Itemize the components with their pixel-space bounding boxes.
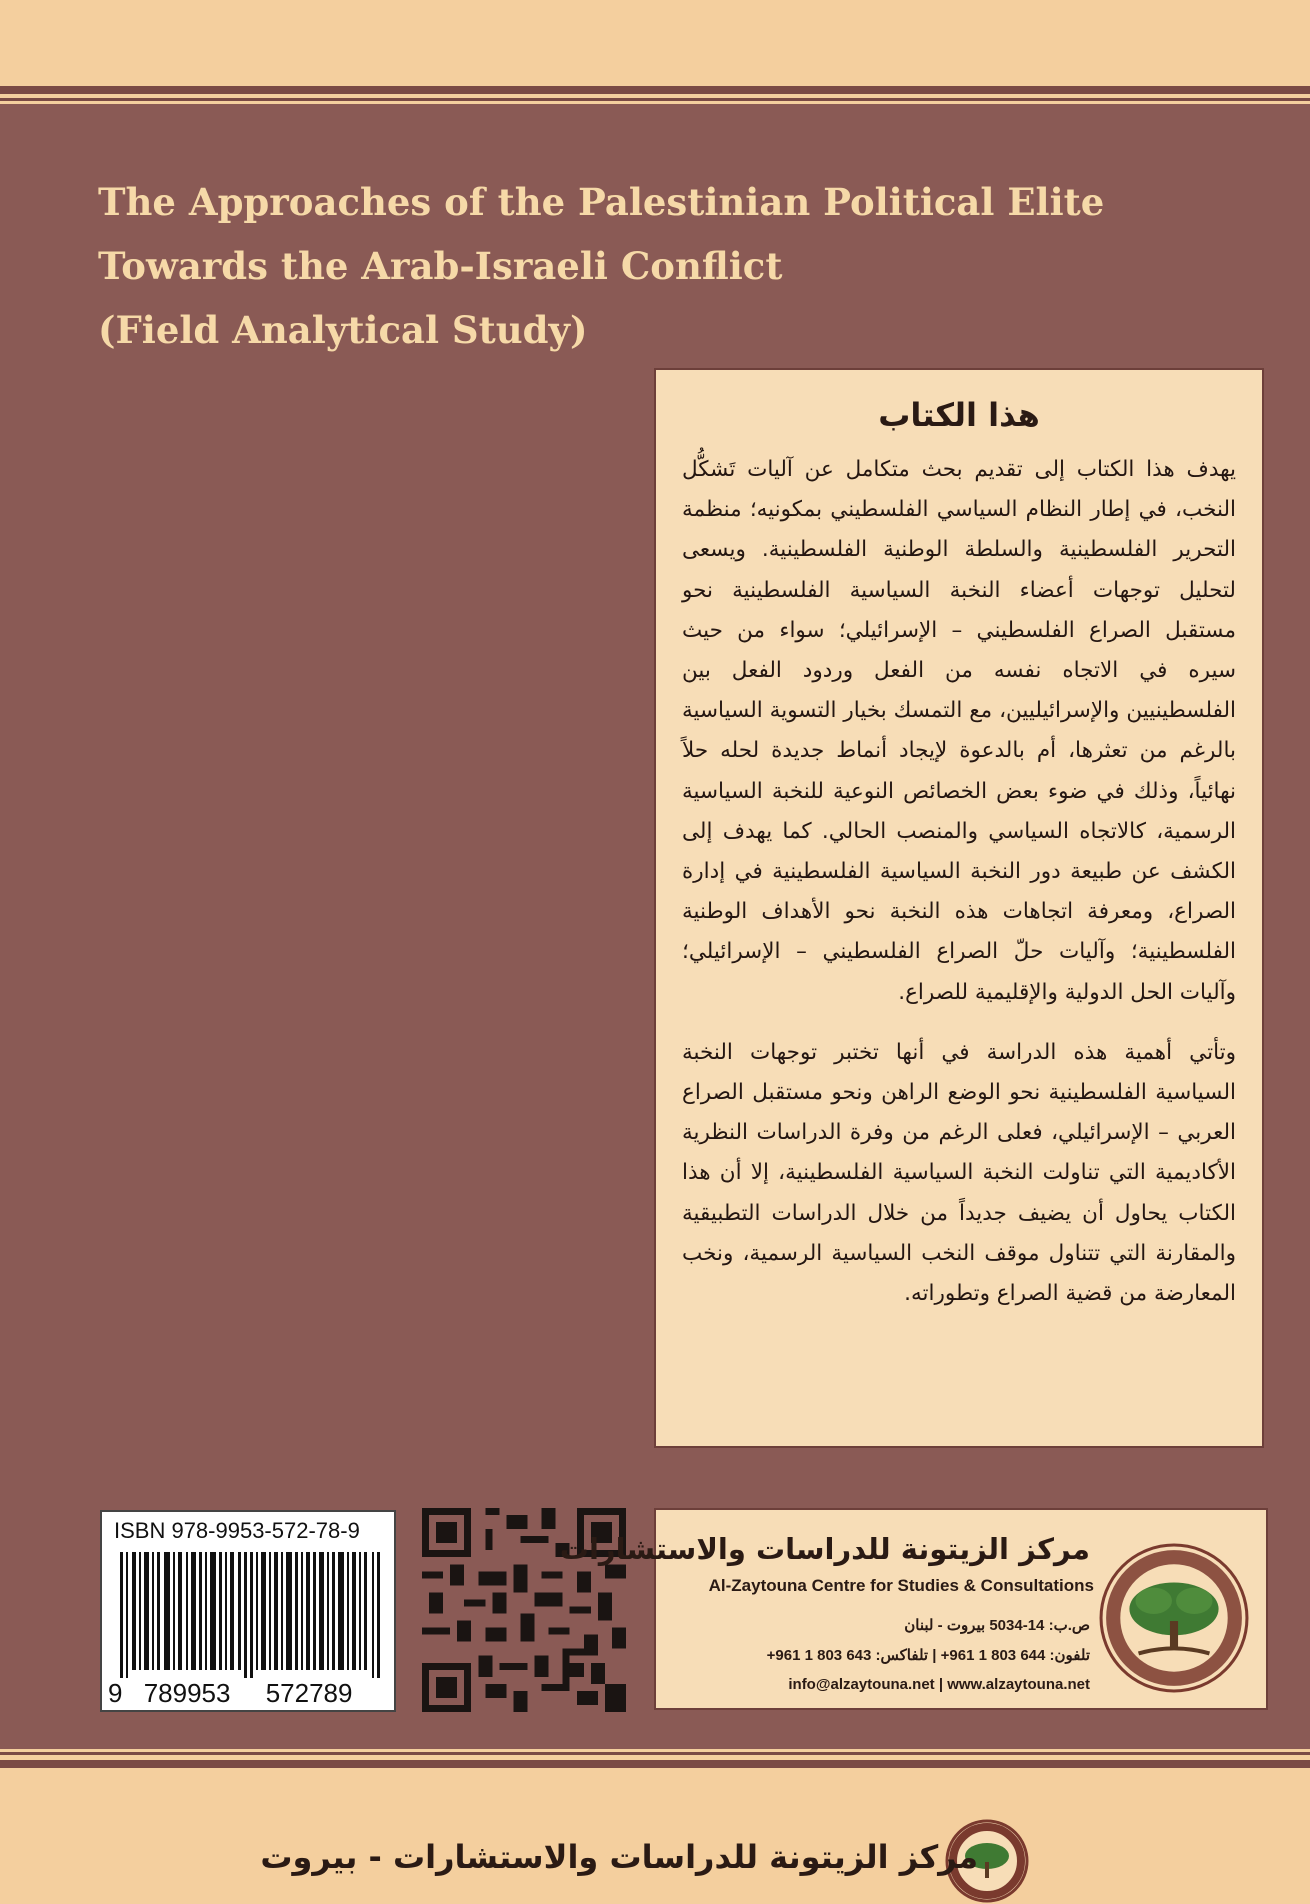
olive-tree-logo — [1098, 1542, 1250, 1694]
book-title — [98, 170, 1198, 362]
bottom-stripe — [0, 1760, 1310, 1768]
top-stripe — [0, 86, 1310, 94]
publisher-box — [559, 1508, 1268, 1710]
title-line-3: (Field Analytical Study) — [98, 308, 588, 352]
barcode-number — [108, 1678, 390, 1709]
about-book-box — [654, 368, 1264, 1448]
about-paragraph-2: وتأتي أهمية هذه الدراسة في أنها تختبر توجهات النخبة السياسية الفلسطينية نحو الوضع الراهن ونحو مستقبل الصراع العربي – الإسرائيلي، فعلى الرغم من وفرة الدراسات النظرية الأكاديمية التي تناولت النخبة السياسية الفلسطينية، إلا أن هذا الكتاب يحاول أن يضيف جديداً من خلال الدراسات التطبيقية والمقارنة التي تتناول موقف النخب السياسية الرسمية، ونخب المعارضة من قضية الصراع وتطوراته. — [682, 1039, 1236, 1307]
top-stripe-thin — [0, 98, 1310, 101]
publisher-name-en: Al-Zaytouna Centre for Studies & Consultations — [708, 1576, 1094, 1595]
publisher-name-ar: مركز الزيتونة للدراسات والاستشارات — [559, 1532, 1090, 1566]
isbn-label: ISBN 978-9953-572-78-9 — [114, 1518, 360, 1543]
about-heading: هذا الكتاب — [878, 396, 1040, 434]
barcode-number-left: 9 — [108, 1678, 123, 1708]
publisher-web: info@alzaytouna.net | www.alzaytouna.net — [788, 1676, 1090, 1693]
about-paragraph-1: يهدف هذا الكتاب إلى تقديم بحث متكامل عن آليات تَشكُّل النخب، في إطار النظام السياسي الفلسطيني بمكونيه؛ منظمة التحرير الفلسطينية والسلطة الوطنية الفلسطينية. ويسعى لتحليل توجهات أعضاء النخبة السياسية الفلسطينية نحو مستقبل الصراع الفلسطيني – الإسرائيلي؛ سواء من حيث سيره في الاتجاه نفسه من الفعل وردود الفعل بين الفلسطينيين والإسرائيليين، مع التمسك بخيار التسوية السياسية بالرغم من تعثرها، أم بالدعوة لإيجاد أنماط جديدة لحله حلاً نهائياً، وذلك في ضوء بعض الخصائص النوعية للنخبة السياسية الرسمية، كالاتجاه السياسي والمنصب الحالي. كما يهدف إلى الكشف عن طبيعة دور النخبة السياسية الفلسطينية في إدارة الصراع، ومعرفة اتجاهات هذه النخبة نحو الأهداف الوطنية الفلسطينية؛ وآليات حلّ الصراع الفلسطيني – الإسرائيلي؛ وآليات الحل الدولية والإقليمية للصراع. — [682, 457, 1236, 1005]
bottom-stripe-thin — [0, 1752, 1310, 1755]
barcode-number-mid: 789953 — [143, 1678, 231, 1708]
title-line-1: The Approaches of the Palestinian Political Elite — [98, 180, 1105, 224]
publisher-pobox: ص.ب: 14-5034 بيروت - لبنان — [904, 1617, 1090, 1634]
isbn-barcode — [100, 1510, 396, 1712]
barcode-number-right: 572789 — [265, 1678, 353, 1708]
barcode-bars — [120, 1552, 382, 1678]
footer-publisher: مركز الزيتونة للدراسات والاستشارات - بيروت — [260, 1838, 978, 1876]
top-band — [0, 0, 1310, 90]
title-line-2: Towards the Arab-Israeli Conflict — [98, 244, 783, 288]
publisher-phones: تلفون: 644 803 1 961+ | تلفاكس: 643 803 1 961+ — [766, 1647, 1090, 1664]
